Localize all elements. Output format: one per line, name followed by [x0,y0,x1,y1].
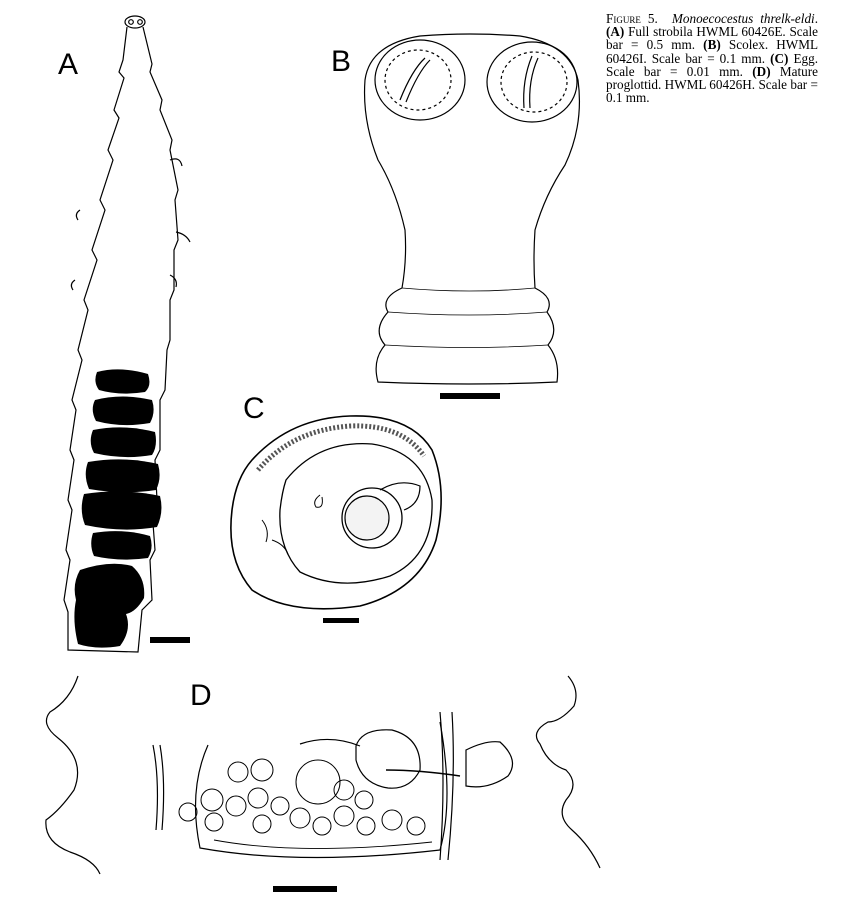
part-d-text: Mature proglottid. HWML 60426H. Scale bar = 0.1 mm. [606,63,818,106]
panel-label-d: D [190,679,212,712]
figure-label: Figure 5. [606,11,658,26]
scale-bar-c [323,618,359,623]
part-b-text: Scolex. HWML 60426I. Scale bar = 0.1 mm. [606,37,819,66]
panel-label-b: B [331,45,352,78]
proglottid-drawing [46,676,600,874]
part-c-text: Egg. Scale bar = 0.01 mm. [606,50,819,79]
figure-caption [606,12,818,104]
gravid-proglottid-shapes [74,369,161,647]
panel-label-c: C [243,392,265,425]
part-d-tag: (D) [752,63,771,79]
part-a-text: Full strobila HWML 60426E. Scale bar = 0.5 mm. [606,24,819,53]
scolex-drawing [365,34,580,384]
species-name: Monoecocestus threlk-eldi [671,11,815,26]
scale-bar-a [150,637,190,643]
part-a-tag: (A) [606,24,625,40]
scale-bar-d [273,886,337,892]
panel-label-a: A [58,48,79,81]
scale-bar-b [440,393,500,399]
caption-period: . [814,11,818,26]
part-c-tag: (C) [770,50,789,66]
part-b-tag: (B) [703,37,721,53]
egg-drawing [231,416,441,609]
